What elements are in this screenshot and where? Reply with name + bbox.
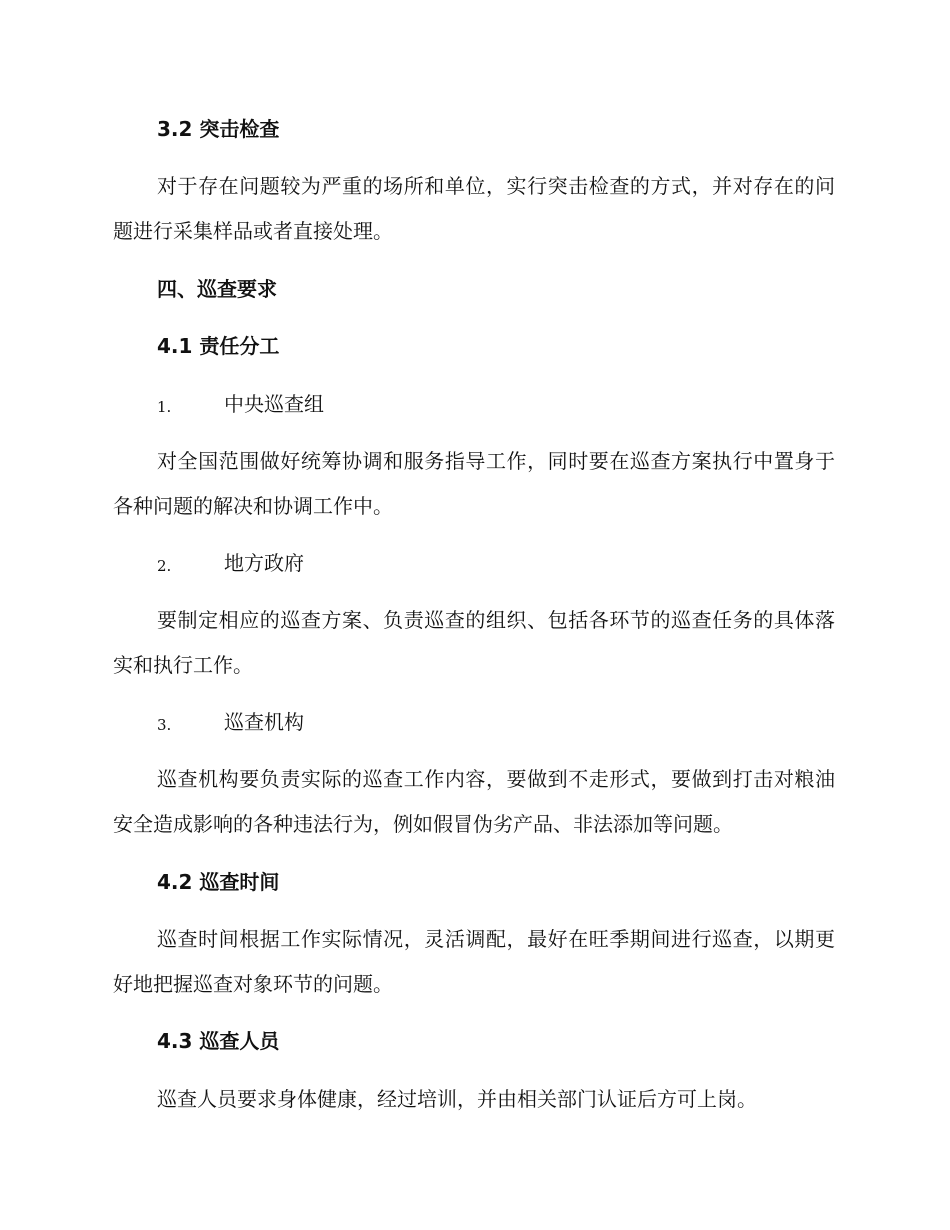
paragraph-4-3: 巡查人员要求身体健康，经过培训，并由相关部门认证后方可上岗。 <box>157 1087 757 1111</box>
paragraph-item-1: 对全国范围做好统筹协调和服务指导工作，同时要在巡查方案执行中置身于各种问题的解决和协调工作中。 <box>113 449 835 518</box>
paragraph-4-2: 巡查时间根据工作实际情况，灵活调配，最好在旺季期间进行巡查，以期更好地把握巡查对象环节的问题。 <box>113 927 835 996</box>
section-heading-4-1: 4.1 责任分工 <box>157 334 280 358</box>
list-item-label: 地方政府 <box>224 551 304 575</box>
paragraph-item-2: 要制定相应的巡查方案、负责巡查的组织、包括各环节的巡查任务的具体落实和执行工作。 <box>113 608 835 677</box>
section-heading-4: 四、巡查要求 <box>157 277 277 301</box>
list-item-2 <box>113 549 835 577</box>
section-heading-4-3: 4.3 巡查人员 <box>157 1029 280 1053</box>
list-item-label: 中央巡查组 <box>224 392 324 416</box>
section-heading-3-2: 3.2 突击检查 <box>157 117 280 141</box>
paragraph-item-3: 巡查机构要负责实际的巡查工作内容，要做到不走形式，要做到打击对粮油安全造成影响的各种违法行为，例如假冒伪劣产品、非法添加等问题。 <box>113 767 835 836</box>
list-number: 3. <box>157 716 172 734</box>
section-heading-4-2: 4.2 巡查时间 <box>157 870 280 894</box>
list-item-3 <box>113 708 835 736</box>
paragraph-3-2: 对于存在问题较为严重的场所和单位，实行突击检查的方式，并对存在的问题进行采集样品或者直接处理。 <box>113 174 835 243</box>
list-item-1 <box>113 390 835 418</box>
list-number: 2. <box>157 557 172 575</box>
list-item-label: 巡查机构 <box>224 710 304 734</box>
list-number: 1. <box>157 398 172 416</box>
